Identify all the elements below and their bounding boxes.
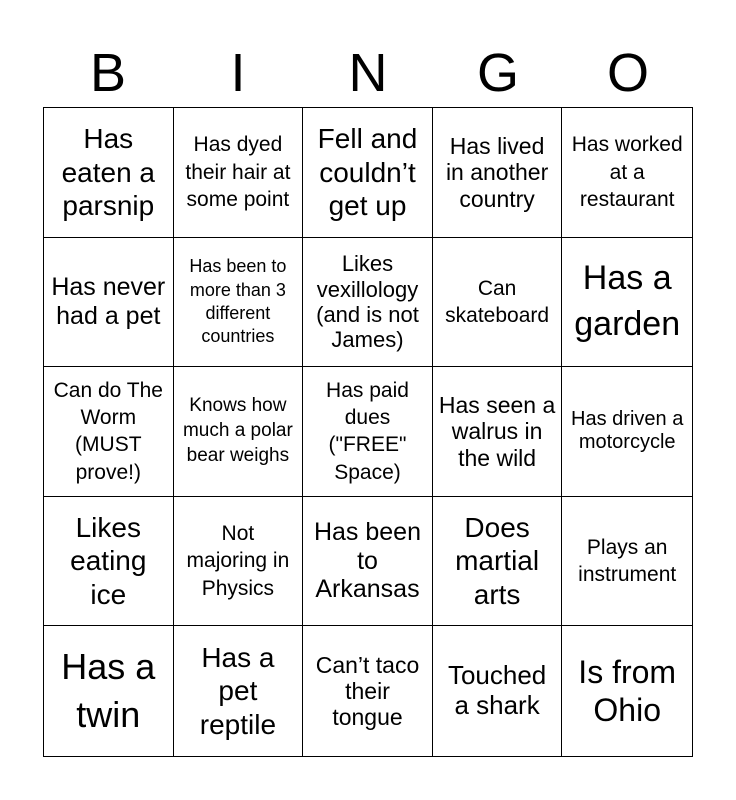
header-letter-o: O <box>606 43 649 103</box>
header-letter-g: G <box>476 43 519 103</box>
cell-label: Can’t taco their tongue <box>315 651 420 731</box>
bingo-cell-r3c3[interactable] <box>303 367 433 497</box>
bingo-cell-r5c2[interactable] <box>174 626 304 756</box>
cell-label: Has a twin <box>61 645 156 736</box>
bingo-cell-r3c2[interactable] <box>174 367 304 497</box>
cell-label: Has a pet reptile <box>199 641 277 740</box>
bingo-cell-r5c5[interactable] <box>562 626 692 756</box>
bingo-cell-r2c3[interactable] <box>303 238 433 368</box>
cell-label: Can skateboard <box>445 276 550 327</box>
bingo-cell-r4c2[interactable] <box>174 497 304 627</box>
bingo-cell-r4c5[interactable] <box>562 497 692 627</box>
cell-label: Has worked at a restaurant <box>571 133 683 211</box>
cell-label: Has been to Arkansas <box>313 517 421 604</box>
cell-label: Has dyed their hair at some point <box>185 133 291 211</box>
bingo-cell-r2c2[interactable] <box>174 238 304 368</box>
bingo-cell-r3c5[interactable] <box>562 367 692 497</box>
bingo-cell-r1c2[interactable] <box>174 108 304 238</box>
bingo-cell-r5c1[interactable] <box>44 626 174 756</box>
bingo-cell-r2c5[interactable] <box>562 238 692 368</box>
cell-label: Touched a shark <box>447 660 547 721</box>
bingo-cell-r1c3[interactable] <box>303 108 433 238</box>
cell-label: Likes eating ice <box>70 511 147 610</box>
cell-label: Has a garden <box>574 259 681 343</box>
cell-label: Has never had a pet <box>51 273 166 330</box>
cell-label: Has seen a walrus in the wild <box>438 391 556 471</box>
cell-label: Fell and couldn’t get up <box>317 122 418 222</box>
cell-label: Is from Ohio <box>578 653 677 729</box>
bingo-cell-r1c1[interactable] <box>44 108 174 238</box>
bingo-cell-r5c4[interactable] <box>433 626 563 756</box>
bingo-header <box>43 40 693 106</box>
header-letter-b: B <box>89 43 127 103</box>
cell-label: Can do The Worm (MUST prove!) <box>53 378 163 484</box>
bingo-cell-r4c3[interactable] <box>303 497 433 627</box>
bingo-cell-r5c3[interactable] <box>303 626 433 756</box>
cell-label: Plays an instrument <box>578 535 677 587</box>
bingo-cell-r1c4[interactable] <box>433 108 563 238</box>
cell-label: Does martial arts <box>455 511 540 610</box>
cell-label: Knows how much a polar bear weighs <box>182 395 293 466</box>
cell-label: Has paid dues ("FREE" Space) <box>326 378 409 484</box>
header-letter-i: I <box>230 43 246 103</box>
cell-label: Has driven a motorcycle <box>571 408 684 454</box>
bingo-cell-r3c4[interactable] <box>433 367 563 497</box>
bingo-cell-r2c1[interactable] <box>44 238 174 368</box>
cell-label: Has lived in another country <box>445 132 549 212</box>
bingo-cell-r4c1[interactable] <box>44 497 174 627</box>
bingo-cell-r1c5[interactable] <box>562 108 692 238</box>
bingo-cell-r4c4[interactable] <box>433 497 563 627</box>
bingo-cell-r3c1[interactable] <box>44 367 174 497</box>
bingo-cell-r2c4[interactable] <box>433 238 563 368</box>
cell-label: Likes vexillology (and is not James) <box>316 251 419 353</box>
bingo-board <box>43 107 693 757</box>
header-letter-n: N <box>348 43 388 103</box>
cell-label: Has eaten a parsnip <box>61 122 155 222</box>
cell-label: Has been to more than 3 different countries <box>189 256 287 347</box>
cell-label: Not majoring in Physics <box>186 522 290 600</box>
